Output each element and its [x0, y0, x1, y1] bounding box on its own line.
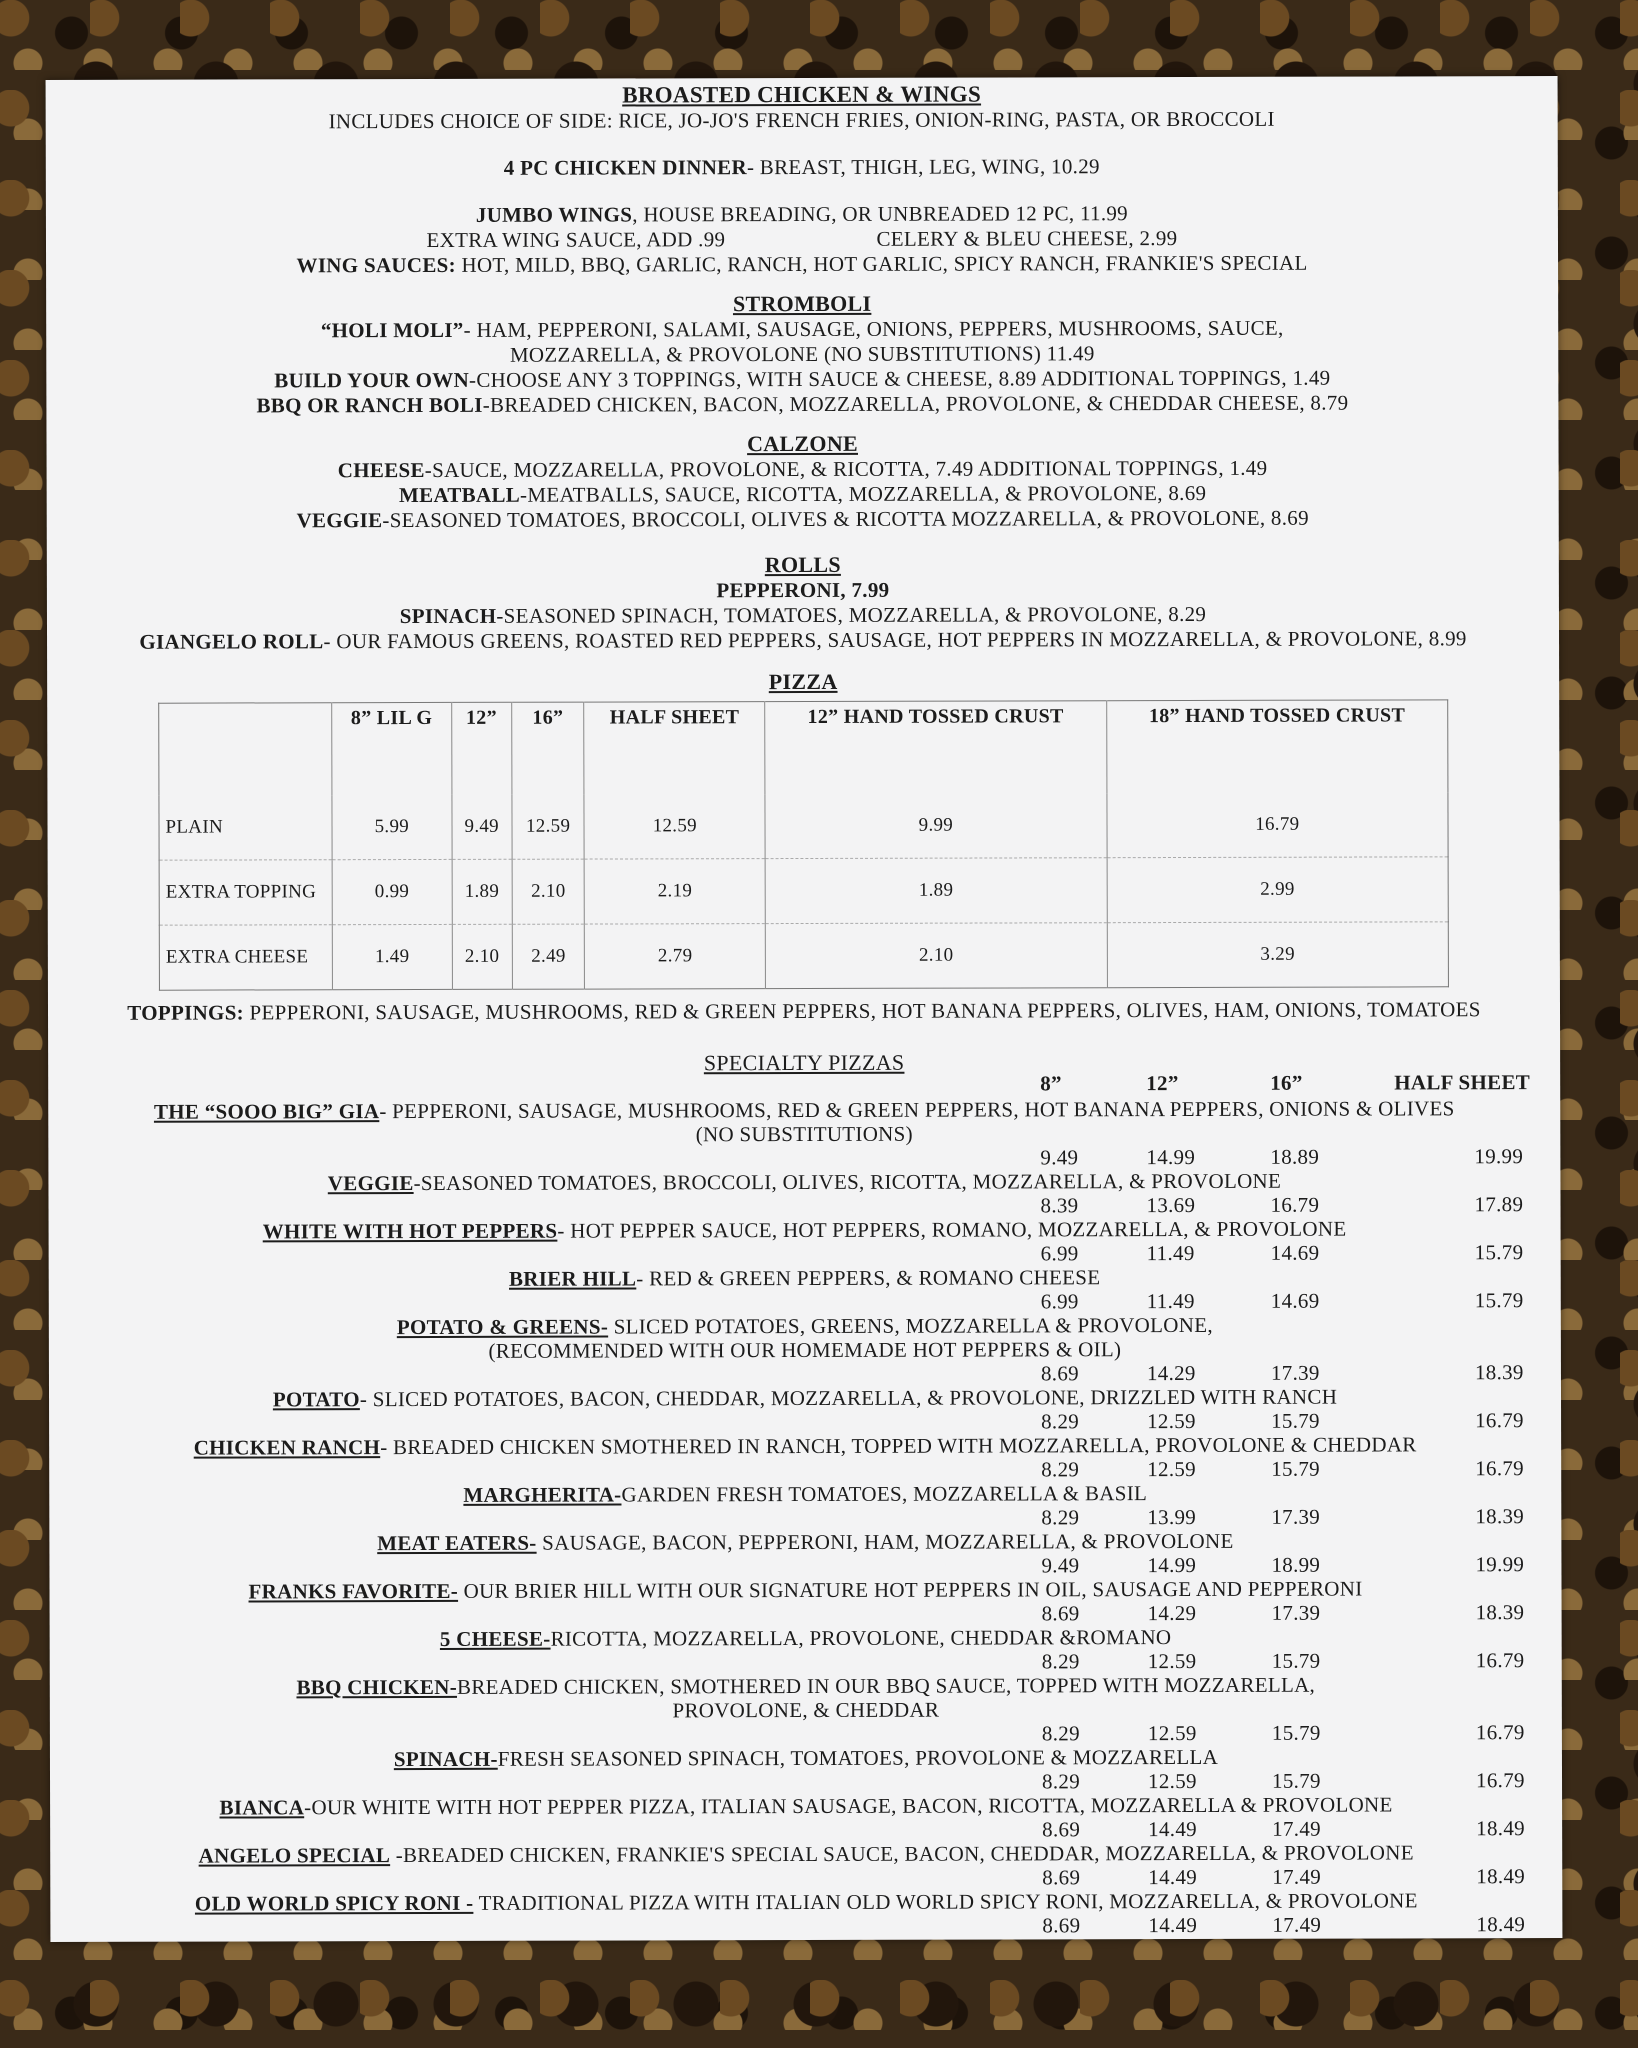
specialty-item-desc: SAUSAGE, BACON, PEPPERONI, HAM, MOZZARELLA, & PROVOLONE: [536, 1528, 1234, 1555]
pizza-size-header: 12”: [451, 702, 511, 795]
bbq-ranch-boli-desc: -BREADED CHICKEN, BACON, MOZZARELLA, PROVOLONE, & CHEDDAR CHEESE, 8.79: [482, 390, 1349, 417]
menu-sheet: [46, 76, 1563, 1942]
specialty-price: 8.69: [1040, 1361, 1079, 1386]
specialty-price: 8.69: [1041, 1601, 1080, 1626]
specialty-price: 15.79: [1271, 1768, 1321, 1793]
pizza-price-cell: 3.29: [1107, 922, 1449, 988]
celery-bleu-cheese: CELERY & BLEU CHEESE, 2.99: [876, 226, 1178, 251]
specialty-price: 19.99: [1475, 1552, 1525, 1577]
specialty-item: [80, 1672, 1532, 1748]
specialty-price: 19.99: [1474, 1144, 1524, 1169]
specialty-price: 15.79: [1271, 1648, 1321, 1673]
specialty-price: 16.79: [1475, 1720, 1525, 1745]
specialty-section: [78, 1048, 1532, 1940]
specialty-price: 18.49: [1476, 1912, 1526, 1937]
specialty-item-desc-2: PROVOLONE, & CHEDDAR: [672, 1697, 940, 1723]
specialty-price: 11.49: [1146, 1288, 1195, 1314]
specialty-price: 9.49: [1041, 1553, 1080, 1578]
specialty-price: 16.79: [1475, 1648, 1525, 1673]
specialty-item: [79, 1480, 1531, 1532]
pizza-price-cell: 1.49: [332, 924, 452, 989]
specialty-price: 13.69: [1146, 1192, 1196, 1218]
pizza-row-label: PLAIN: [165, 816, 224, 838]
specialty-price: 13.99: [1147, 1504, 1197, 1530]
specialty-item-name: BRIER HILL: [508, 1266, 637, 1291]
pizza-price-cell: 1.89: [452, 859, 512, 924]
pizza-price-cell: 12.59: [512, 795, 585, 860]
giangelo-roll-name: GIANGELO ROLL: [139, 629, 324, 654]
specialty-price: 14.99: [1146, 1144, 1196, 1170]
calzone-veggie-name: VEGGIE: [296, 508, 383, 533]
specialty-list: [78, 1096, 1532, 1940]
specialty-price: 8.69: [1042, 1913, 1081, 1938]
specialty-price: 8.69: [1042, 1865, 1081, 1890]
toppings-list: PEPPERONI, SAUSAGE, MUSHROOMS, RED & GREEN PEPPERS, HOT BANANA PEPPERS, OLIVES, HAM, ONIONS, TOMATOES: [249, 997, 1481, 1025]
specialty-item: [79, 1576, 1531, 1628]
specialty-price: 18.39: [1475, 1504, 1525, 1529]
pizza-price-grid: [158, 699, 1449, 990]
specialty-item: [79, 1384, 1531, 1436]
chicken-dinner-name: 4 PC CHICKEN DINNER: [503, 155, 747, 180]
specialty-price: 8.39: [1040, 1193, 1079, 1218]
specialty-price: 15.79: [1271, 1720, 1321, 1745]
specialty-item-desc: - HOT PEPPER SAUCE, HOT PEPPERS, ROMANO, MOZZARELLA, & PROVOLONE: [557, 1216, 1347, 1243]
pizza-price-cell: 2.99: [1107, 857, 1449, 923]
specialty-item: [79, 1264, 1531, 1316]
specialty-price: 8.29: [1041, 1409, 1080, 1434]
spinach-roll-desc: -SEASONED SPINACH, TOMATOES, MOZZARELLA, & PROVOLONE, 8.29: [496, 601, 1207, 628]
pizza-price-row: [159, 922, 1448, 990]
specialty-price: 12.59: [1147, 1456, 1196, 1482]
specialty-item-desc: -BREADED CHICKEN, FRANKIE'S SPECIAL SAUCE, BACON, CHEDDAR, MOZZARELLA, & PROVOLONE: [390, 1840, 1414, 1868]
specialty-item: [79, 1528, 1531, 1580]
pizza-row-label: EXTRA TOPPING: [159, 860, 332, 925]
specialty-item-desc: FRESH SEASONED SPINACH, TOMATOES, PROVOLONE & MOZZARELLA: [497, 1744, 1219, 1771]
specialty-price: 6.99: [1040, 1289, 1079, 1314]
specialty-price: 17.39: [1270, 1360, 1320, 1385]
pizza-corner-cell: [159, 703, 332, 796]
pizza-price-cell: 2.10: [512, 859, 585, 924]
pizza-size-header: 12” HAND TOSSED CRUST: [765, 701, 1107, 794]
specialty-price: 17.89: [1474, 1192, 1524, 1217]
specialty-item-name: SPINACH-: [393, 1746, 498, 1772]
pizza-price-cell: 1.89: [765, 858, 1107, 924]
specialty-item-desc-2: (NO SUBSTITUTIONS): [695, 1121, 913, 1147]
specialty-item: [79, 1216, 1531, 1268]
specialty-item: [80, 1792, 1532, 1844]
pizza-price-cell: 2.10: [452, 924, 512, 989]
specialty-item-name: POTATO: [272, 1387, 360, 1412]
pizza-size-header: 18” HAND TOSSED CRUST: [1106, 700, 1448, 793]
specialty-item-desc: SLICED POTATOES, GREENS, MOZZARELLA & PROVOLONE,: [608, 1312, 1213, 1339]
pizza-price-cell: 2.79: [585, 924, 766, 989]
specialty-item-desc: - PEPPERONI, SAUSAGE, MUSHROOMS, RED & GREEN PEPPERS, HOT BANANA PEPPERS, ONIONS & OLIVES: [379, 1096, 1455, 1124]
specialty-item-desc: TRADITIONAL PIZZA WITH ITALIAN OLD WORLD SPICY RONI, MOZZARELLA, & PROVOLONE: [473, 1888, 1418, 1915]
specialty-price: 18.39: [1474, 1360, 1524, 1385]
pepperoni-roll: PEPPERONI, 7.99: [716, 577, 890, 603]
specialty-price: 15.79: [1474, 1288, 1524, 1313]
extra-wing-sauce: EXTRA WING SAUCE, ADD .99: [426, 227, 726, 252]
pizza-price-cell: 9.99: [765, 793, 1107, 858]
specialty-item-desc-2: (RECOMMENDED WITH OUR HOMEMADE HOT PEPPERS & OIL): [488, 1337, 1122, 1363]
specialty-item-desc: - RED & GREEN PEPPERS, & ROMANO CHEESE: [636, 1265, 1101, 1291]
specialty-item: [80, 1840, 1532, 1892]
specialty-price: 8.69: [1042, 1817, 1081, 1842]
specialty-title: SPECIALTY PIZZAS: [703, 1049, 905, 1076]
specialty-item-name: ANGELO SPECIAL: [198, 1843, 391, 1868]
specialty-item-name: 5 CHEESE-: [439, 1626, 551, 1651]
specialty-price: 18.39: [1475, 1600, 1525, 1625]
specialty-price: 15.79: [1271, 1408, 1320, 1433]
specialty-price: 17.49: [1272, 1816, 1321, 1841]
specialty-price: 14.29: [1146, 1360, 1196, 1386]
pizza-size-header: 16”: [511, 702, 584, 795]
wings-title: BROASTED CHICKEN & WINGS: [622, 81, 982, 108]
spinach-roll-name: SPINACH: [399, 603, 497, 629]
specialty-item-name: FRANKS FAVORITE-: [248, 1578, 459, 1604]
specialty-price: 16.79: [1475, 1456, 1524, 1481]
calzone-title: CALZONE: [747, 430, 859, 457]
calzone-section: [76, 429, 1528, 534]
specialty-price: 15.79: [1474, 1240, 1524, 1265]
pizza-price-cell: 16.79: [1106, 792, 1448, 857]
pizza-price-cell: 2.49: [512, 924, 585, 989]
pizza-title: PIZZA: [768, 668, 838, 695]
specialty-price: 8.29: [1041, 1649, 1080, 1674]
specialty-price: 16.79: [1475, 1768, 1525, 1793]
specialty-price: 6.99: [1040, 1241, 1079, 1266]
specialty-item: [80, 1744, 1532, 1796]
specialty-item-name: MEAT EATERS-: [377, 1530, 537, 1556]
pizza-price-cell: 5.99: [332, 795, 452, 860]
stromboli-title: STROMBOLI: [732, 290, 872, 317]
specialty-price: 17.49: [1272, 1912, 1322, 1937]
giangelo-roll-desc: - OUR FAMOUS GREENS, ROASTED RED PEPPERS, SAUSAGE, HOT PEPPERS IN MOZZARELLA, & PROVOLONE, 8.99: [323, 626, 1467, 654]
calzone-cheese-desc: -SAUCE, MOZZARELLA, PROVOLONE, & RICOTTA, 7.49 ADDITIONAL TOPPINGS, 1.49: [424, 455, 1268, 482]
specialty-item-name: BIANCA: [219, 1795, 305, 1820]
specialty-price: 12.59: [1147, 1408, 1196, 1434]
specialty-price: 12.59: [1147, 1768, 1197, 1794]
rolls-title: ROLLS: [764, 551, 841, 578]
pizza-section: [77, 667, 1530, 1026]
specialty-price: 17.39: [1271, 1504, 1321, 1529]
specialty-size-header: HALF SHEET: [1394, 1070, 1531, 1095]
specialty-item-desc: - SLICED POTATOES, BACON, CHEDDAR, MOZZARELLA, & PROVOLONE, DRIZZLED WITH RANCH: [359, 1384, 1338, 1412]
calzone-veggie-desc: -SEASONED TOMATOES, BROCCOLI, OLIVES & RICOTTA MOZZARELLA, & PROVOLONE, 8.69: [382, 505, 1309, 533]
chicken-dinner-desc: - BREAST, THIGH, LEG, WING, 10.29: [746, 154, 1100, 180]
specialty-item-name: VEGGIE: [327, 1171, 414, 1196]
specialty-price: 12.59: [1147, 1648, 1197, 1674]
specialty-item-name: POTATO & GREENS-: [396, 1314, 609, 1340]
specialty-price: 9.49: [1040, 1145, 1079, 1170]
pizza-price-cell: 12.59: [584, 794, 765, 859]
specialty-size-header: 12”: [1146, 1071, 1179, 1096]
specialty-item: [78, 1096, 1530, 1172]
specialty-item-prices: [80, 1912, 1532, 1940]
specialty-item-desc: - BREADED CHICKEN SMOTHERED IN RANCH, TOPPED WITH MOZZARELLA, PROVOLONE & CHEDDAR: [380, 1432, 1417, 1460]
specialty-price: 18.89: [1270, 1144, 1320, 1169]
pizza-price-cell: 0.99: [332, 859, 452, 924]
specialty-price: 16.79: [1270, 1192, 1320, 1217]
toppings-label: TOPPINGS:: [127, 1000, 244, 1025]
specialty-size-header: 16”: [1270, 1070, 1303, 1095]
specialty-item: [78, 1168, 1530, 1220]
specialty-item-name: THE “SOOO BIG” GIA: [153, 1099, 380, 1124]
pizza-row-label: EXTRA CHEESE: [159, 925, 332, 990]
jumbo-wings-name: JUMBO WINGS: [475, 202, 633, 227]
holi-moli-desc-2: MOZZARELLA, & PROVOLONE (NO SUBSTITUTIONS) 11.49: [509, 341, 1095, 367]
specialty-item-name: CHICKEN RANCH: [193, 1435, 381, 1460]
specialty-price: 17.39: [1271, 1600, 1321, 1625]
specialty-price: 17.49: [1272, 1864, 1322, 1889]
pizza-size-header: HALF SHEET: [584, 702, 765, 795]
specialty-price: 16.79: [1475, 1408, 1524, 1433]
pizza-price-cell: 2.10: [765, 923, 1107, 989]
specialty-item-desc: RICOTTA, MOZZARELLA, PROVOLONE, CHEDDAR &ROMANO: [550, 1625, 1172, 1651]
specialty-price: 14.99: [1147, 1552, 1197, 1578]
specialty-item: [79, 1432, 1531, 1484]
specialty-item-desc: GARDEN FRESH TOMATOES, MOZZARELLA & BASIL: [621, 1481, 1148, 1507]
specialty-item-desc: OUR BRIER HILL WITH OUR SIGNATURE HOT PEPPERS IN OIL, SAUSAGE AND PEPPERONI: [458, 1576, 1363, 1603]
wing-sauces-list: HOT, MILD, BBQ, GARLIC, RANCH, HOT GARLIC, SPICY RANCH, FRANKIE'S SPECIAL: [461, 250, 1308, 277]
holi-moli-desc: - HAM, PEPPERONI, SALAMI, SAUSAGE, ONIONS, PEPPERS, MUSHROOMS, SAUCE,: [463, 315, 1284, 342]
pizza-price-cell: 2.19: [585, 859, 766, 924]
specialty-price: 14.69: [1270, 1288, 1320, 1313]
specialty-item-name: BBQ CHICKEN-: [296, 1674, 458, 1700]
specialty-price: 15.79: [1271, 1456, 1320, 1481]
specialty-item-name: MARGHERITA-: [463, 1482, 622, 1507]
bbq-ranch-boli-name: BBQ OR RANCH BOLI: [256, 392, 483, 418]
specialty-price: 12.59: [1147, 1720, 1197, 1746]
build-your-own-desc: -CHOOSE ANY 3 TOPPINGS, WITH SAUCE & CHEESE, 8.89 ADDITIONAL TOPPINGS, 1.49: [469, 365, 1331, 392]
pizza-price-cell: 9.49: [452, 795, 512, 860]
stromboli-section: [76, 289, 1528, 419]
specialty-price: 11.49: [1146, 1240, 1195, 1266]
specialty-item: [80, 1624, 1532, 1676]
specialty-price: 8.29: [1041, 1769, 1081, 1794]
wings-includes: INCLUDES CHOICE OF SIDE: RICE, JO-JO'S FRENCH FRIES, ONION-RING, PASTA, OR BROCCOLI: [328, 106, 1275, 134]
specialty-price: 14.69: [1270, 1240, 1320, 1265]
wings-section: [76, 80, 1529, 279]
pizza-price-row: [159, 857, 1448, 925]
specialty-price: 14.49: [1148, 1816, 1197, 1842]
specialty-size-header: 8”: [1040, 1071, 1062, 1096]
specialty-item-desc-line: [80, 1672, 1532, 1700]
specialty-item-desc-line: [78, 1096, 1530, 1124]
pizza-price-row: [159, 792, 1448, 860]
specialty-price: 14.29: [1147, 1600, 1197, 1626]
specialty-price: 14.49: [1148, 1912, 1198, 1938]
calzone-meatball-name: MEATBALL: [398, 482, 521, 508]
rolls-section: [77, 550, 1529, 655]
specialty-price: 18.49: [1476, 1816, 1525, 1841]
specialty-item-desc: BREADED CHICKEN, SMOTHERED IN OUR BBQ SAUCE, TOPPED WITH MOZZARELLA,: [456, 1672, 1316, 1699]
wing-sauces-label: WING SAUCES:: [296, 252, 456, 278]
specialty-price: 8.29: [1041, 1457, 1080, 1482]
jumbo-wings-desc: , HOUSE BREADING, OR UNBREADED 12 PC, 11.99: [632, 201, 1128, 227]
build-your-own-name: BUILD YOUR OWN: [274, 367, 470, 393]
specialty-price: 18.49: [1476, 1864, 1526, 1889]
specialty-item-desc: -SEASONED TOMATOES, BROCCOLI, OLIVES, RICOTTA, MOZZARELLA, & PROVOLONE: [413, 1168, 1282, 1196]
pizza-size-header: 8” LIL G: [332, 702, 452, 795]
specialty-price: 8.29: [1041, 1721, 1080, 1746]
specialty-price: 8.29: [1041, 1505, 1080, 1530]
specialty-item-name: WHITE WITH HOT PEPPERS: [262, 1218, 558, 1244]
calzone-meatball-desc: -MEATBALLS, SAUCE, RICOTTA, MOZZARELLA, & PROVOLONE, 8.69: [520, 480, 1207, 507]
pizza-size-header-row: [159, 700, 1448, 796]
specialty-item: [80, 1888, 1532, 1940]
holi-moli-name: “HOLI MOLI”: [320, 317, 464, 343]
specialty-item: [79, 1312, 1531, 1388]
calzone-cheese-name: CHEESE: [337, 457, 425, 483]
specialty-price: 14.49: [1148, 1864, 1198, 1890]
specialty-item-name: OLD WORLD SPICY RONI -: [194, 1890, 474, 1916]
specialty-item-desc: -OUR WHITE WITH HOT PEPPER PIZZA, ITALIAN SAUSAGE, BACON, RICOTTA, MOZZARELLA & PROVOLONE: [304, 1792, 1393, 1820]
specialty-price: 18.99: [1271, 1552, 1321, 1577]
